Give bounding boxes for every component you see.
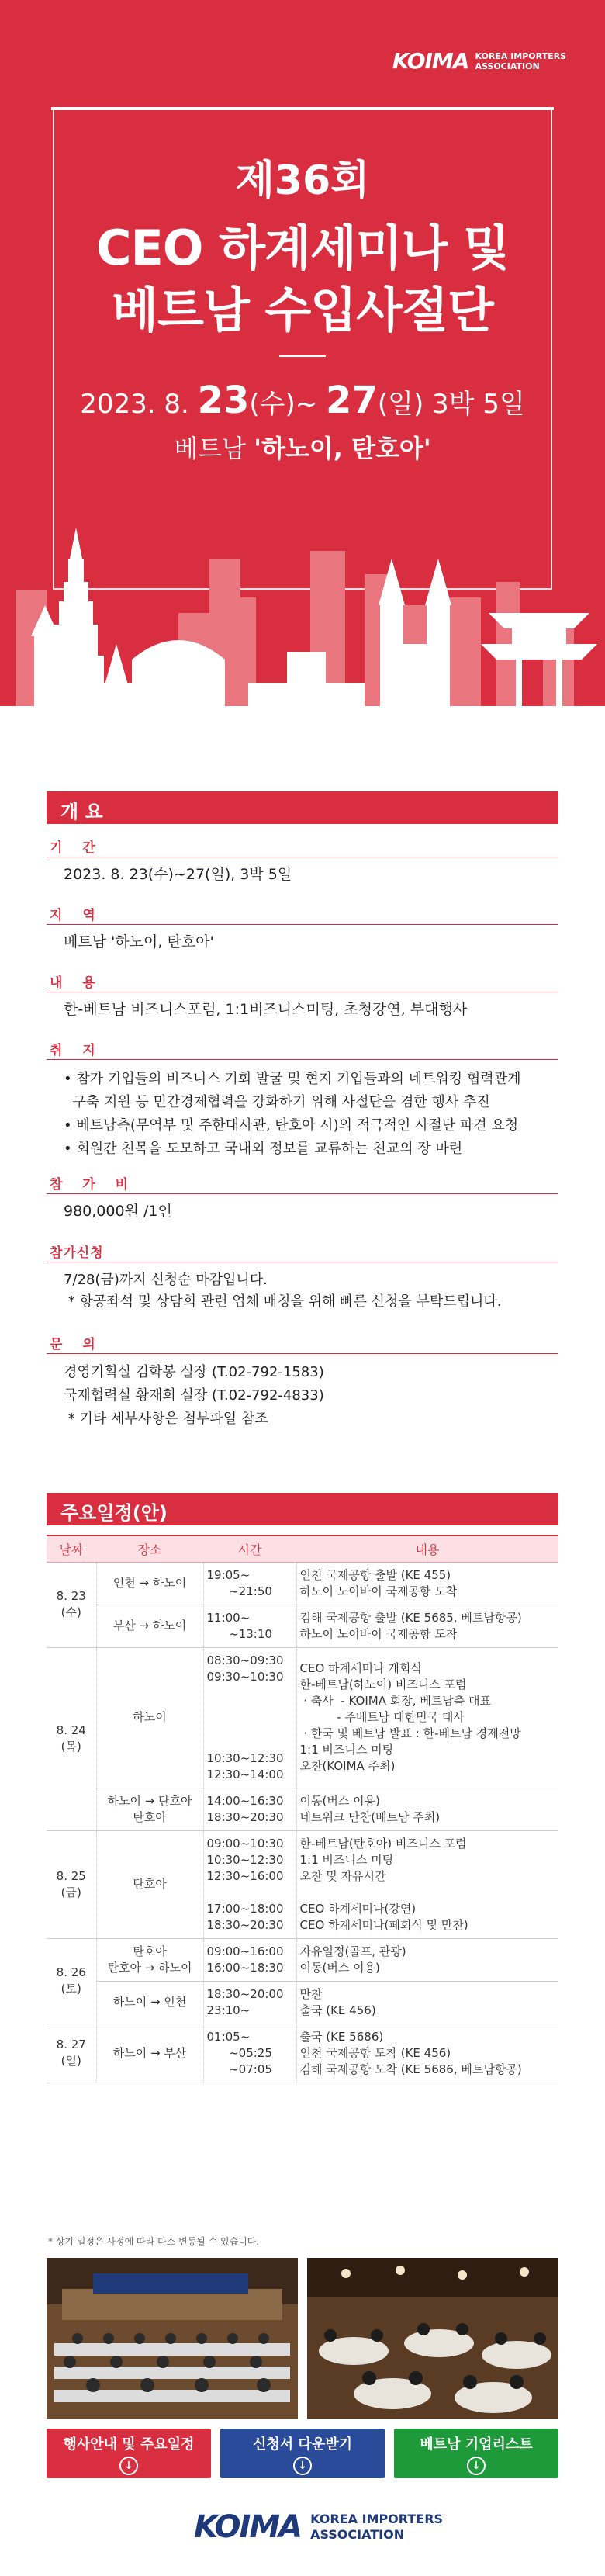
region-rule <box>47 924 558 925</box>
event-location <box>0 429 605 465</box>
purpose-line-2: 구축 지원 등 민간경제협력을 강화하기 위해 사절단을 겸한 행사 추진 <box>64 1094 490 1110</box>
fee-text: 980,000원 /1인 <box>64 1203 172 1220</box>
logo-text <box>475 51 566 71</box>
time-cell: 11:00~ ~13:10 <box>203 1605 296 1647</box>
table-row <box>47 1788 558 1830</box>
content-cell: 자유일정(골프, 관광) 이동(버스 이용) <box>296 1938 558 1981</box>
fee-rule <box>47 1193 558 1194</box>
period-text: 2023. 8. 23(수)~27(일), 3박 5일 <box>64 866 292 883</box>
contact-line-3: * 기타 세부사항은 첨부파일 참조 <box>64 1411 268 1427</box>
title-divider <box>279 355 326 357</box>
contact-line-2: 국제협력실 황재희 실장 (T.02-792-4833) <box>64 1387 324 1404</box>
event-info-button-label: 행사안내 및 주요일정 <box>63 2436 195 2453</box>
table-row <box>47 1605 558 1647</box>
content-cell: 한-베트남(탄호아) 비즈니스 포럼 1:1 비즈니스 미팅 오찬 및 자유시간 CEO 하계세미나(강연) CEO 하계세미나(폐회식 및 만찬) <box>296 1830 558 1938</box>
seminar-photo-2 <box>307 2258 558 2419</box>
purpose-label: 취 지 <box>50 1043 103 1058</box>
table-row <box>47 1938 558 1981</box>
time-cell: 18:30~20:00 23:10~ <box>203 1981 296 2024</box>
content-text: 한-베트남 비즈니스포럼, 1:1비즈니스미팅, 초청강연, 부대행사 <box>64 1001 468 1018</box>
contact-label: 문 의 <box>50 1337 103 1352</box>
event-number: 제36회 <box>235 158 370 204</box>
purpose-line-4: • 회원간 친목을 도모하고 국내외 정보를 교류하는 친교의 장 마련 <box>64 1141 463 1157</box>
purpose-text <box>64 1068 520 1161</box>
apply-text <box>64 1269 502 1313</box>
application-download-button[interactable] <box>220 2429 385 2478</box>
footer-logo-text <box>310 2512 443 2543</box>
table-row <box>47 2024 558 2083</box>
hero-banner <box>0 0 605 737</box>
date-start-day: (수) <box>249 389 296 420</box>
fee-label: 참 가 비 <box>50 1177 137 1193</box>
footer-koima-logo <box>194 2509 443 2545</box>
title-frame-top <box>51 107 554 110</box>
date-cell: 8. 27 (일) <box>47 2024 96 2083</box>
region-text: 베트남 '하노이, 탄호아' <box>64 933 214 950</box>
date-cell: 8. 26 (토) <box>47 1938 96 2024</box>
content-cell: 출국 (KE 5686) 인천 국제공항 도착 (KE 456) 김해 국제공항 도착 (KE 5686, 베트남항공) <box>296 2024 558 2083</box>
date-end: 27 <box>326 379 378 422</box>
table-row <box>47 1562 558 1605</box>
contact-text <box>64 1361 324 1431</box>
time-cell: 19:05~ ~21:50 <box>203 1562 296 1605</box>
purpose-rule <box>47 1059 558 1060</box>
purpose-line-1: • 참가 기업들의 비즈니스 기회 발굴 및 현지 기업들과의 네트워킹 협력관계 <box>64 1071 521 1087</box>
logo-text-line1: KOREA IMPORTERS <box>475 50 566 61</box>
time-cell: 09:00~10:30 10:30~12:30 12:30~16:00 17:00~18:00 18:30~20:30 <box>203 1830 296 1938</box>
application-download-button-label: 신청서 다운받기 <box>253 2436 352 2453</box>
time-cell: 01:05~ ~05:25 ~07:05 <box>203 2024 296 2083</box>
location-prefix: 베트남 <box>174 434 254 463</box>
event-title-line2: 베트남 수입사절단 <box>112 282 493 338</box>
schedule-note: * 상기 일정은 사정에 따라 다소 변동될 수 있습니다. <box>48 2236 260 2247</box>
date-start: 23 <box>197 379 250 422</box>
schedule-header-row <box>47 1536 558 1562</box>
date-end-day: (일) <box>377 389 424 420</box>
event-title-line1: CEO 하계세미나 및 <box>95 220 510 276</box>
time-cell: 09:00~16:00 16:00~18:30 <box>203 1938 296 1981</box>
contact-line-1: 경영기획실 김학봉 실장 (T.02-792-1583) <box>64 1364 324 1380</box>
place-cell: 하노이 → 탄호아 탄호아 <box>96 1788 203 1830</box>
place-cell: 하노이 <box>96 1647 203 1788</box>
download-arrow-icon: ↓ <box>119 2457 138 2475</box>
region-label: 지 역 <box>50 908 103 923</box>
table-row <box>47 1647 558 1788</box>
vietnam-company-list-button-label: 베트남 기업리스트 <box>420 2436 533 2453</box>
content-cell: 인천 국제공항 출발 (KE 455) 하노이 노이바이 국제공항 도착 <box>296 1562 558 1605</box>
date-cell: 8. 25 (금) <box>47 1830 96 1938</box>
place-cell: 탄호아 탄호아 → 하노이 <box>96 1938 203 1981</box>
place-cell: 인천 → 하노이 <box>96 1562 203 1605</box>
purpose-line-3: • 베트남측(무역부 및 주한대사관, 탄호아 시)의 적극적인 사절단 파견 요청 <box>64 1117 519 1134</box>
table-row <box>47 1830 558 1938</box>
time-cell: 14:00~16:30 18:30~20:30 <box>203 1788 296 1830</box>
footer-logo-text-line2: ASSOCIATION <box>310 2527 405 2542</box>
download-arrow-icon: ↓ <box>293 2457 312 2475</box>
schedule-table <box>47 1535 558 2083</box>
content-cell: 만찬 출국 (KE 456) <box>296 1981 558 2024</box>
content-cell: CEO 하계세미나 개회식 한-베트남(하노이) 비즈니스 포럼 · 축사 - KOIMA 회장, 베트남측 대표 - 주베트남 대한민국 대사 · 한국 및 베트남 발표 : 한-베트남 경제전망 1:1 비즈니스 미팅 오찬(KOIMA 주최) <box>296 1647 558 1788</box>
place-cell: 탄호아 <box>96 1830 203 1938</box>
apply-line-2: * 항공좌석 및 상담회 관련 업체 매칭을 위해 빠른 신청을 부탁드립니다. <box>64 1293 502 1310</box>
place-cell: 하노이 → 부산 <box>96 2024 203 2083</box>
schedule-header: 주요일정(안) <box>47 1493 558 1525</box>
date-suffix: 3박 5일 <box>424 389 525 420</box>
place-cell: 부산 → 하노이 <box>96 1605 203 1647</box>
date-cell: 8. 23 (수) <box>47 1562 96 1647</box>
event-info-button[interactable] <box>47 2429 211 2478</box>
vietnam-company-list-button[interactable] <box>394 2429 558 2478</box>
table-row <box>47 1981 558 2024</box>
content-label: 내 용 <box>50 975 103 991</box>
footer-logo-mark: KOIMA <box>194 2509 302 2545</box>
col-time: 시간 <box>203 1536 296 1562</box>
seminar-photo-2-image <box>307 2258 558 2419</box>
footer-logo-text-line1: KOREA IMPORTERS <box>310 2512 444 2526</box>
overview-header: 개 요 <box>47 791 558 824</box>
location-name: '하노이, 탄호아' <box>254 434 431 463</box>
seminar-photo-1 <box>47 2258 298 2419</box>
time-cell: 08:30~09:30 09:30~10:30 10:30~12:30 12:30~14:00 <box>203 1647 296 1788</box>
download-arrow-icon: ↓ <box>467 2457 486 2475</box>
period-label: 기 간 <box>50 840 103 856</box>
date-prefix: 2023. 8. <box>80 389 198 420</box>
koima-logo <box>392 48 566 74</box>
date-cell: 8. 24 (목) <box>47 1647 96 1830</box>
col-content: 내용 <box>296 1536 558 1562</box>
col-date: 날짜 <box>47 1536 96 1562</box>
apply-label: 참가신청 <box>50 1245 104 1261</box>
content-cell: 김해 국제공항 출발 (KE 5685, 베트남항공) 하노이 노이바이 국제공항 도착 <box>296 1605 558 1647</box>
apply-line-1: 7/28(금)까지 신청순 마감입니다. <box>64 1272 268 1288</box>
event-date <box>0 379 605 422</box>
place-cell: 하노이 → 인천 <box>96 1981 203 2024</box>
seminar-photo-1-image <box>47 2258 298 2419</box>
contact-rule <box>47 1353 558 1354</box>
date-sep: ~ <box>295 389 327 420</box>
logo-text-line2: ASSOCIATION <box>475 61 540 71</box>
content-cell: 이동(버스 이용) 네트워크 만찬(베트남 주최) <box>296 1788 558 1830</box>
logo-mark: KOIMA <box>392 48 469 74</box>
vietnam-skyline-illustration <box>0 528 605 737</box>
col-place: 장소 <box>96 1536 203 1562</box>
